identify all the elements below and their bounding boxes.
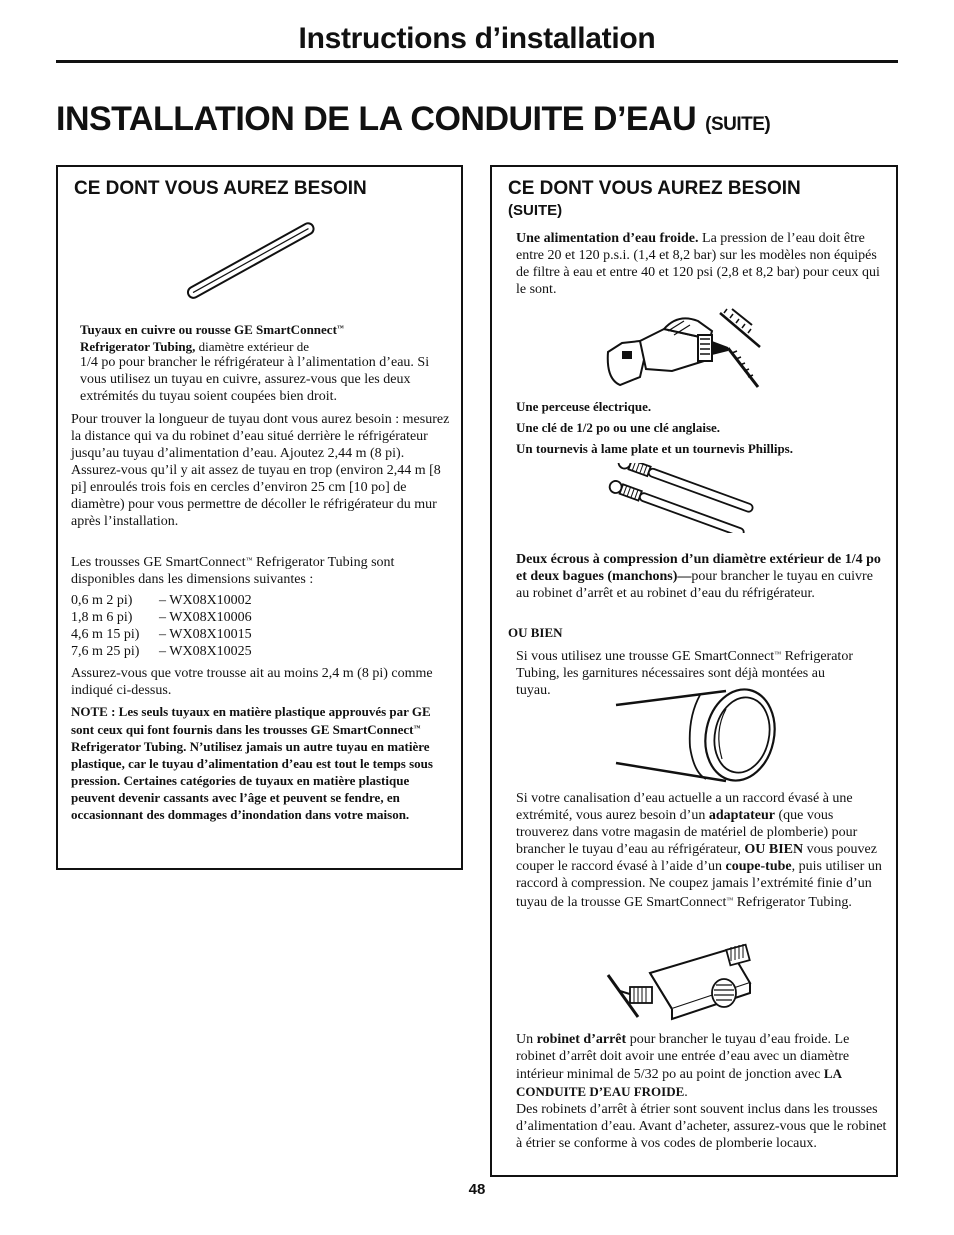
cold-water-text: La pression de l’eau doit être entre 20 et 120 p.s.i. (1,4 et 8,2 bar) sur les modèles non équipés de filtre à eau et entre 40 et 120 psi (2,8 et 8,2 bar) pour ceux qui le sont. [516,231,880,297]
tm-mark: ™ [245,556,253,564]
dimension-row [71,609,451,626]
tm-mark: ™ [774,650,782,658]
tool-item: Une perceuse électrique. [516,399,652,414]
tm-mark: ™ [336,324,344,332]
right-panel [490,165,898,1177]
flare-text-2: (que vous trouverez dans votre magasin de matériel de plomberie) pour brancher le tuyau d’eau au réfrigérateur, [516,808,858,857]
kits-paragraph [71,552,451,588]
copper-tubing-illustration [176,217,326,305]
dimension-row [71,626,451,643]
electric-drill-illustration [600,307,770,399]
left-panel-title: CE DONT VOUS AUREZ BESOIN [74,178,367,199]
page-number: 48 [468,1181,486,1198]
or-label: OU BIEN [508,625,563,640]
tubing-description [80,320,440,355]
dimension-size: 7,6 m 25 pi) [71,644,140,659]
tools-list [516,398,886,457]
flare-adapter: adaptateur [708,808,775,823]
plastic-tubing-note [71,703,451,823]
tm-mark: ™ [413,724,421,732]
kits-text-a: Les trousses GE SmartConnect [71,555,246,570]
tool-item: Une clé de 1/2 po ou une clé anglaise. [516,420,721,435]
left-panel [56,165,463,870]
tool-item: Un tournevis à lame plate et un tournevis Phillips. [516,441,793,456]
ensure-paragraph: Assurez-vous que votre trousse ait au moins 2,4 m (8 pi) comme indiqué ci-dessus. [71,666,433,698]
dimension-size: 1,8 m 6 pi) [71,610,133,625]
note-text-b: Refrigerator Tubing. N’utilisez jamais un autre tuyau en matière plastique, car le tuyau d’alimentation d’eau est tout le temps sous pression. Certaines catégories de tuyaux en matière plastique peuvent devenir cassants avec l’âge et peuvent se fendre, en occasionnant des dommages d’inondation dans votre maison. [71,739,433,822]
kit-text-a: Si vous utilisez une trousse GE SmartConnect [516,649,775,664]
cold-water-label: Une alimentation d’eau froide. [516,231,699,246]
header-rule [56,60,898,63]
flare-or: OU BIEN [744,842,804,857]
dimension-size: 4,6 m 15 pi) [71,627,140,642]
flare-fitting-paragraph [516,790,888,911]
tubing-text-1: diamètre extérieur de [195,339,310,354]
valve-text-1: Un [516,1032,537,1047]
dimension-row [71,643,451,660]
compression-nuts [516,551,886,602]
right-panel-title: CE DONT VOUS AUREZ BESOIN [508,178,801,199]
dimension-code: – WX08X10002 [159,593,252,608]
tubing-name-cont: Refrigerator Tubing, [80,339,196,354]
flare-text-3: vous pouvez couper le raccord évasé à l’aide d’un [516,842,877,874]
tubing-description-cont: 1/4 po pour brancher le réfrigérateur à l’alimentation d’eau. Si vous utilisez un tuyau en cuivre, assurez-vous que les deux extrémités du tuyau soient coupées bien droit. [80,355,430,404]
cold-water-supply [516,230,886,298]
shutoff-valve-paragraph [516,1031,888,1152]
note-text-a: NOTE : Les seuls tuyaux en matière plastique approuvés par GE sont ceux qui font fournis dans les trousses GE SmartConnect [71,704,431,737]
dimension-list [71,592,451,660]
page-header-title: Instructions d’installation [298,22,656,55]
tube-end-illustration [614,687,784,787]
compression-nuts-text: pour brancher le tuyau en cuivre au robinet d’arrêt et au robinet d’eau du réfrigérateur. [516,569,873,601]
section-title [56,100,770,139]
section-title-text: INSTALLATION DE LA CONDUITE D’EAU [56,100,697,138]
flare-cutter: coupe-tube [725,859,792,874]
dimension-code: – WX08X10015 [159,627,252,642]
length-paragraph: Pour trouver la longueur de tuyau dont vous aurez besoin : mesurez la distance qui va du robinet d’eau situé derrière le réfrigérateur jusqu’au tuyau d’alimentation d’eau. Ajoutez 2,44 m (8 pi). Assurez-vous qu’il y ait assez de tuyau en trop (environ 2,44 m [8 pi] enroulés trois fois en cercles d’environ 25 cm [10 po] de diamètre) pour vous permettre de décoller le réfrigérateur du mur après l’installation. [71,412,450,529]
flare-text-5: Refrigerator Tubing. [733,895,852,910]
valve-label: robinet d’arrêt [536,1032,627,1047]
flare-text-4: , puis utiliser un raccord à compression. Ne coupez jamais l’extrémité finie d’un tuyau de la trousse GE SmartConnect [516,859,882,910]
dimension-row [71,592,451,609]
valve-cold-line: LA CONDUITE D’EAU FROIDE [516,1066,842,1099]
flare-text-1: Si votre canalisation d’eau actuelle a un raccord évasé à une extrémité, vous aurez besoin d’un [516,791,853,823]
compression-nuts-illustration [604,463,764,533]
dimension-code: – WX08X10025 [159,644,252,659]
valve-text-3: . [684,1085,688,1100]
tubing-name: Tuyaux en cuivre ou rousse GE SmartConnect [80,322,337,337]
kit-text-b: Refrigerator Tubing, les garnitures nécessaires sont déjà montées au tuyau. [516,649,853,698]
kits-text-b: Refrigerator Tubing sont disponibles dans les dimensions suivantes : [71,555,395,587]
right-panel-title-suffix: (SUITE) [508,202,563,219]
compression-nuts-label: Deux écrous à compression d’un diamètre extérieur de 1/4 po et deux bagues (manchons)— [516,552,881,584]
dimension-size: 0,6 m 2 pi) [71,593,133,608]
valve-text-2: pour brancher le tuyau d’eau froide. Le robinet d’arrêt doit avoir une entrée d’eau avec un diamètre intérieur minimal de 5/32 po au point de jonction avec [516,1032,850,1082]
valve-text-4: Des robinets d’arrêt à étrier sont souvent inclus dans les trousses d’alimentation d’eau. Avant d’acheter, assurez-vous que le robinet à étrier se conforme à vos codes de plomberie locaux. [516,1102,887,1151]
tm-mark: ™ [726,896,734,904]
shutoff-valve-illustration [600,939,770,1035]
section-title-suffix: (SUITE) [705,114,771,135]
dimension-code: – WX08X10006 [159,610,252,625]
